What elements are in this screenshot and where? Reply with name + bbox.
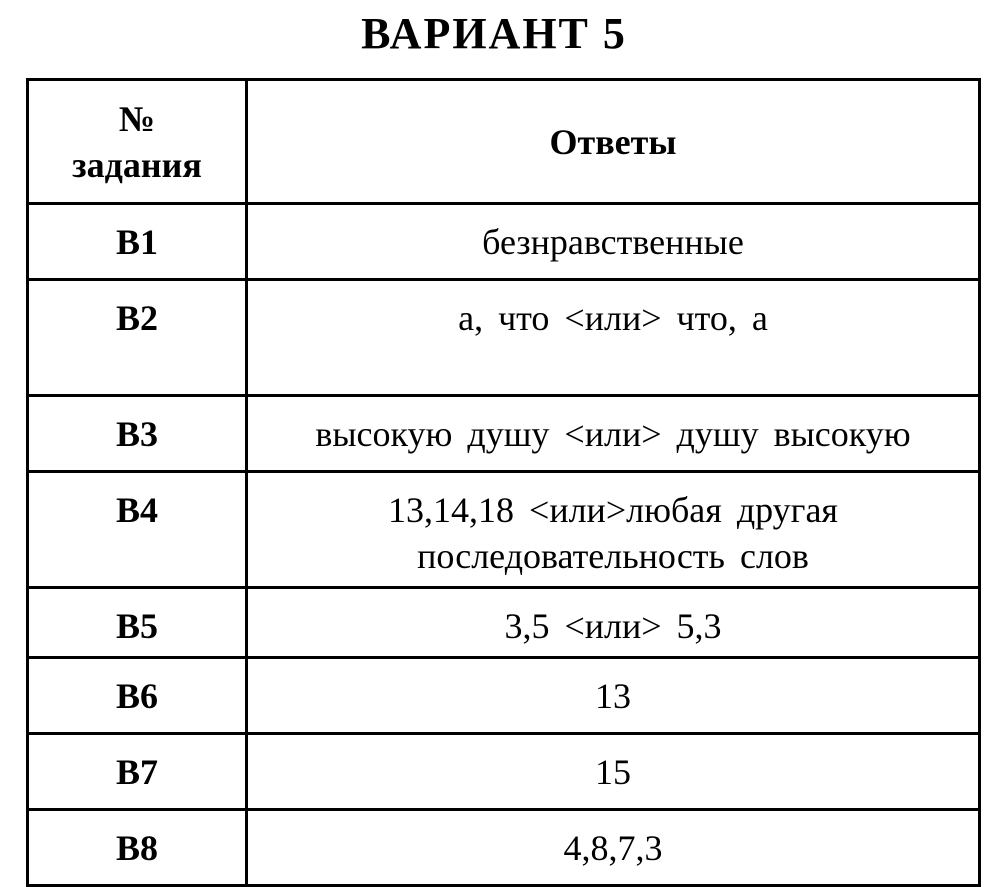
table-header-row	[28, 80, 980, 204]
task-label: задания	[72, 144, 202, 185]
answer-line: последовательность слов	[417, 536, 809, 576]
table-row	[28, 204, 980, 280]
task-number: B4	[28, 472, 247, 588]
answer-cell	[247, 472, 980, 588]
table-row	[28, 810, 980, 886]
table-row	[28, 734, 980, 810]
table-row	[28, 472, 980, 588]
answer-line: 13,14,18 <или>любая другая	[388, 490, 838, 530]
answer-cell: 13	[247, 658, 980, 734]
answers-table	[26, 78, 981, 887]
answer-cell: а, что <или> что, а	[247, 280, 980, 396]
task-number: B8	[28, 810, 247, 886]
task-number: B6	[28, 658, 247, 734]
table-row	[28, 588, 980, 658]
answer-cell: 4,8,7,3	[247, 810, 980, 886]
task-number: B5	[28, 588, 247, 658]
task-number-header	[28, 80, 247, 204]
answer-cell: 3,5 <или> 5,3	[247, 588, 980, 658]
page-title: ВАРИАНТ 5	[361, 9, 627, 58]
answer-cell: высокую душу <или> душу высокую	[247, 396, 980, 472]
answers-header: Ответы	[247, 80, 980, 204]
answer-cell: безнравственные	[247, 204, 980, 280]
task-number: B3	[28, 396, 247, 472]
table-row	[28, 396, 980, 472]
table-row	[28, 658, 980, 734]
task-number: B7	[28, 734, 247, 810]
task-number: B2	[28, 280, 247, 396]
task-number: B1	[28, 204, 247, 280]
number-sign: №	[118, 98, 156, 139]
table-row	[28, 280, 980, 396]
answer-cell: 15	[247, 734, 980, 810]
